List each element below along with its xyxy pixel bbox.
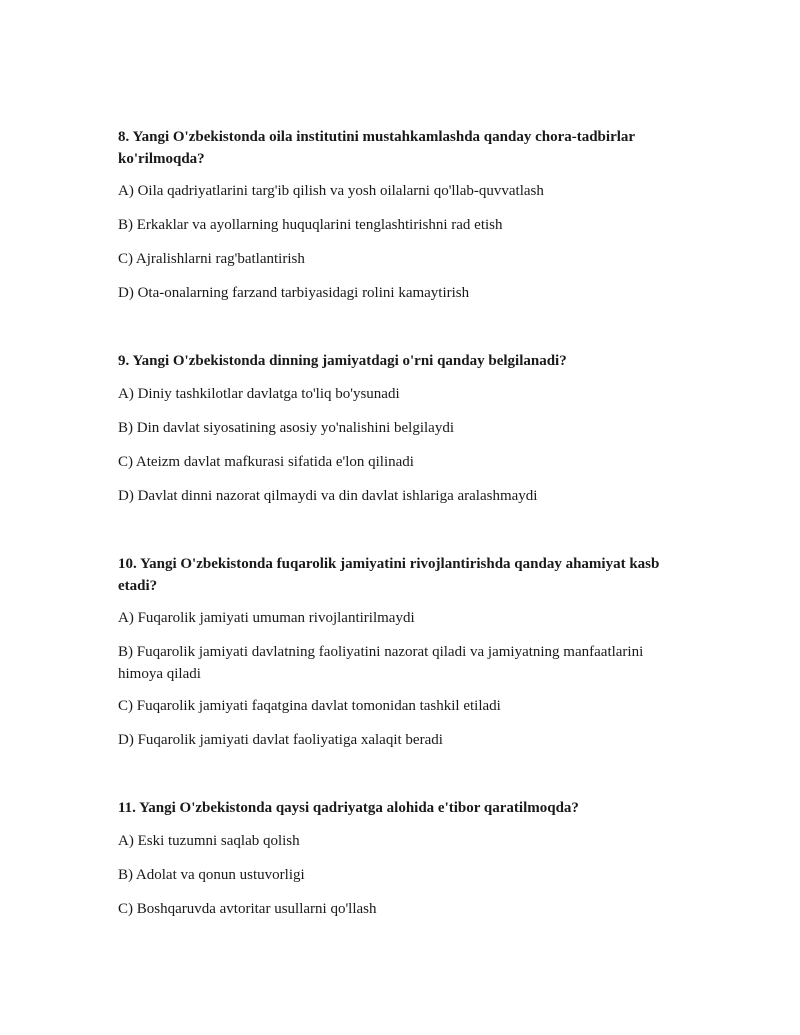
question-title: 10. Yangi O'zbekistonda fuqarolik jamiyatini rivojlantirishda qanday ahamiyat kasb etadi? [118,556,660,594]
answer-option-b: B) Din davlat siyosatining asosiy yo'nalishini belgilaydi [118,420,455,436]
answer-option-b: B) Erkaklar va ayollarning huquqlarini tenglashtirishni rad etish [118,217,503,233]
answer-option-c: C) Ajralishlarni rag'batlantirish [118,251,305,267]
answer-option-c: C) Fuqarolik jamiyati faqatgina davlat tomonidan tashkil etiladi [118,698,501,714]
question-11 [118,797,688,917]
answer-option-b: B) Fuqarolik jamiyati davlatning faoliyatini nazorat qiladi va jamiyatning manfaatlarini himoya qiladi [118,644,644,682]
answer-option-d: D) Ota-onalarning farzand tarbiyasidagi rolini kamaytirish [118,285,470,301]
answer-option-a: A) Oila qadriyatlarini targ'ib qilish va yosh oilalarni qo'llab-quvvatlash [118,183,544,199]
answer-option-c: C) Boshqaruvda avtoritar usullarni qo'llash [118,901,377,917]
answer-option-a: A) Diniy tashkilotlar davlatga to'liq bo'ysunadi [118,386,400,402]
answer-option-a: A) Eski tuzumni saqlab qolish [118,833,300,849]
answer-option-d: D) Davlat dinni nazorat qilmaydi va din davlat ishlariga aralashmaydi [118,488,538,504]
answer-option-d: D) Fuqarolik jamiyati davlat faoliyatiga xalaqit beradi [118,732,443,748]
answer-option-b: B) Adolat va qonun ustuvorligi [118,867,305,883]
question-8 [118,126,688,301]
question-title: 8. Yangi O'zbekistonda oila institutini mustahkamlashda qanday chora-tadbirlar ko'rilmoqda? [118,129,635,167]
question-9 [118,350,688,504]
answer-option-a: A) Fuqarolik jamiyati umuman rivojlantirilmaydi [118,610,415,626]
question-title: 9. Yangi O'zbekistonda dinning jamiyatdagi o'rni qanday belgilanadi? [118,353,567,369]
question-title: 11. Yangi O'zbekistonda qaysi qadriyatga alohida e'tibor qaratilmoqda? [118,800,579,816]
answer-option-c: C) Ateizm davlat mafkurasi sifatida e'lon qilinadi [118,454,414,470]
question-10 [118,553,688,748]
